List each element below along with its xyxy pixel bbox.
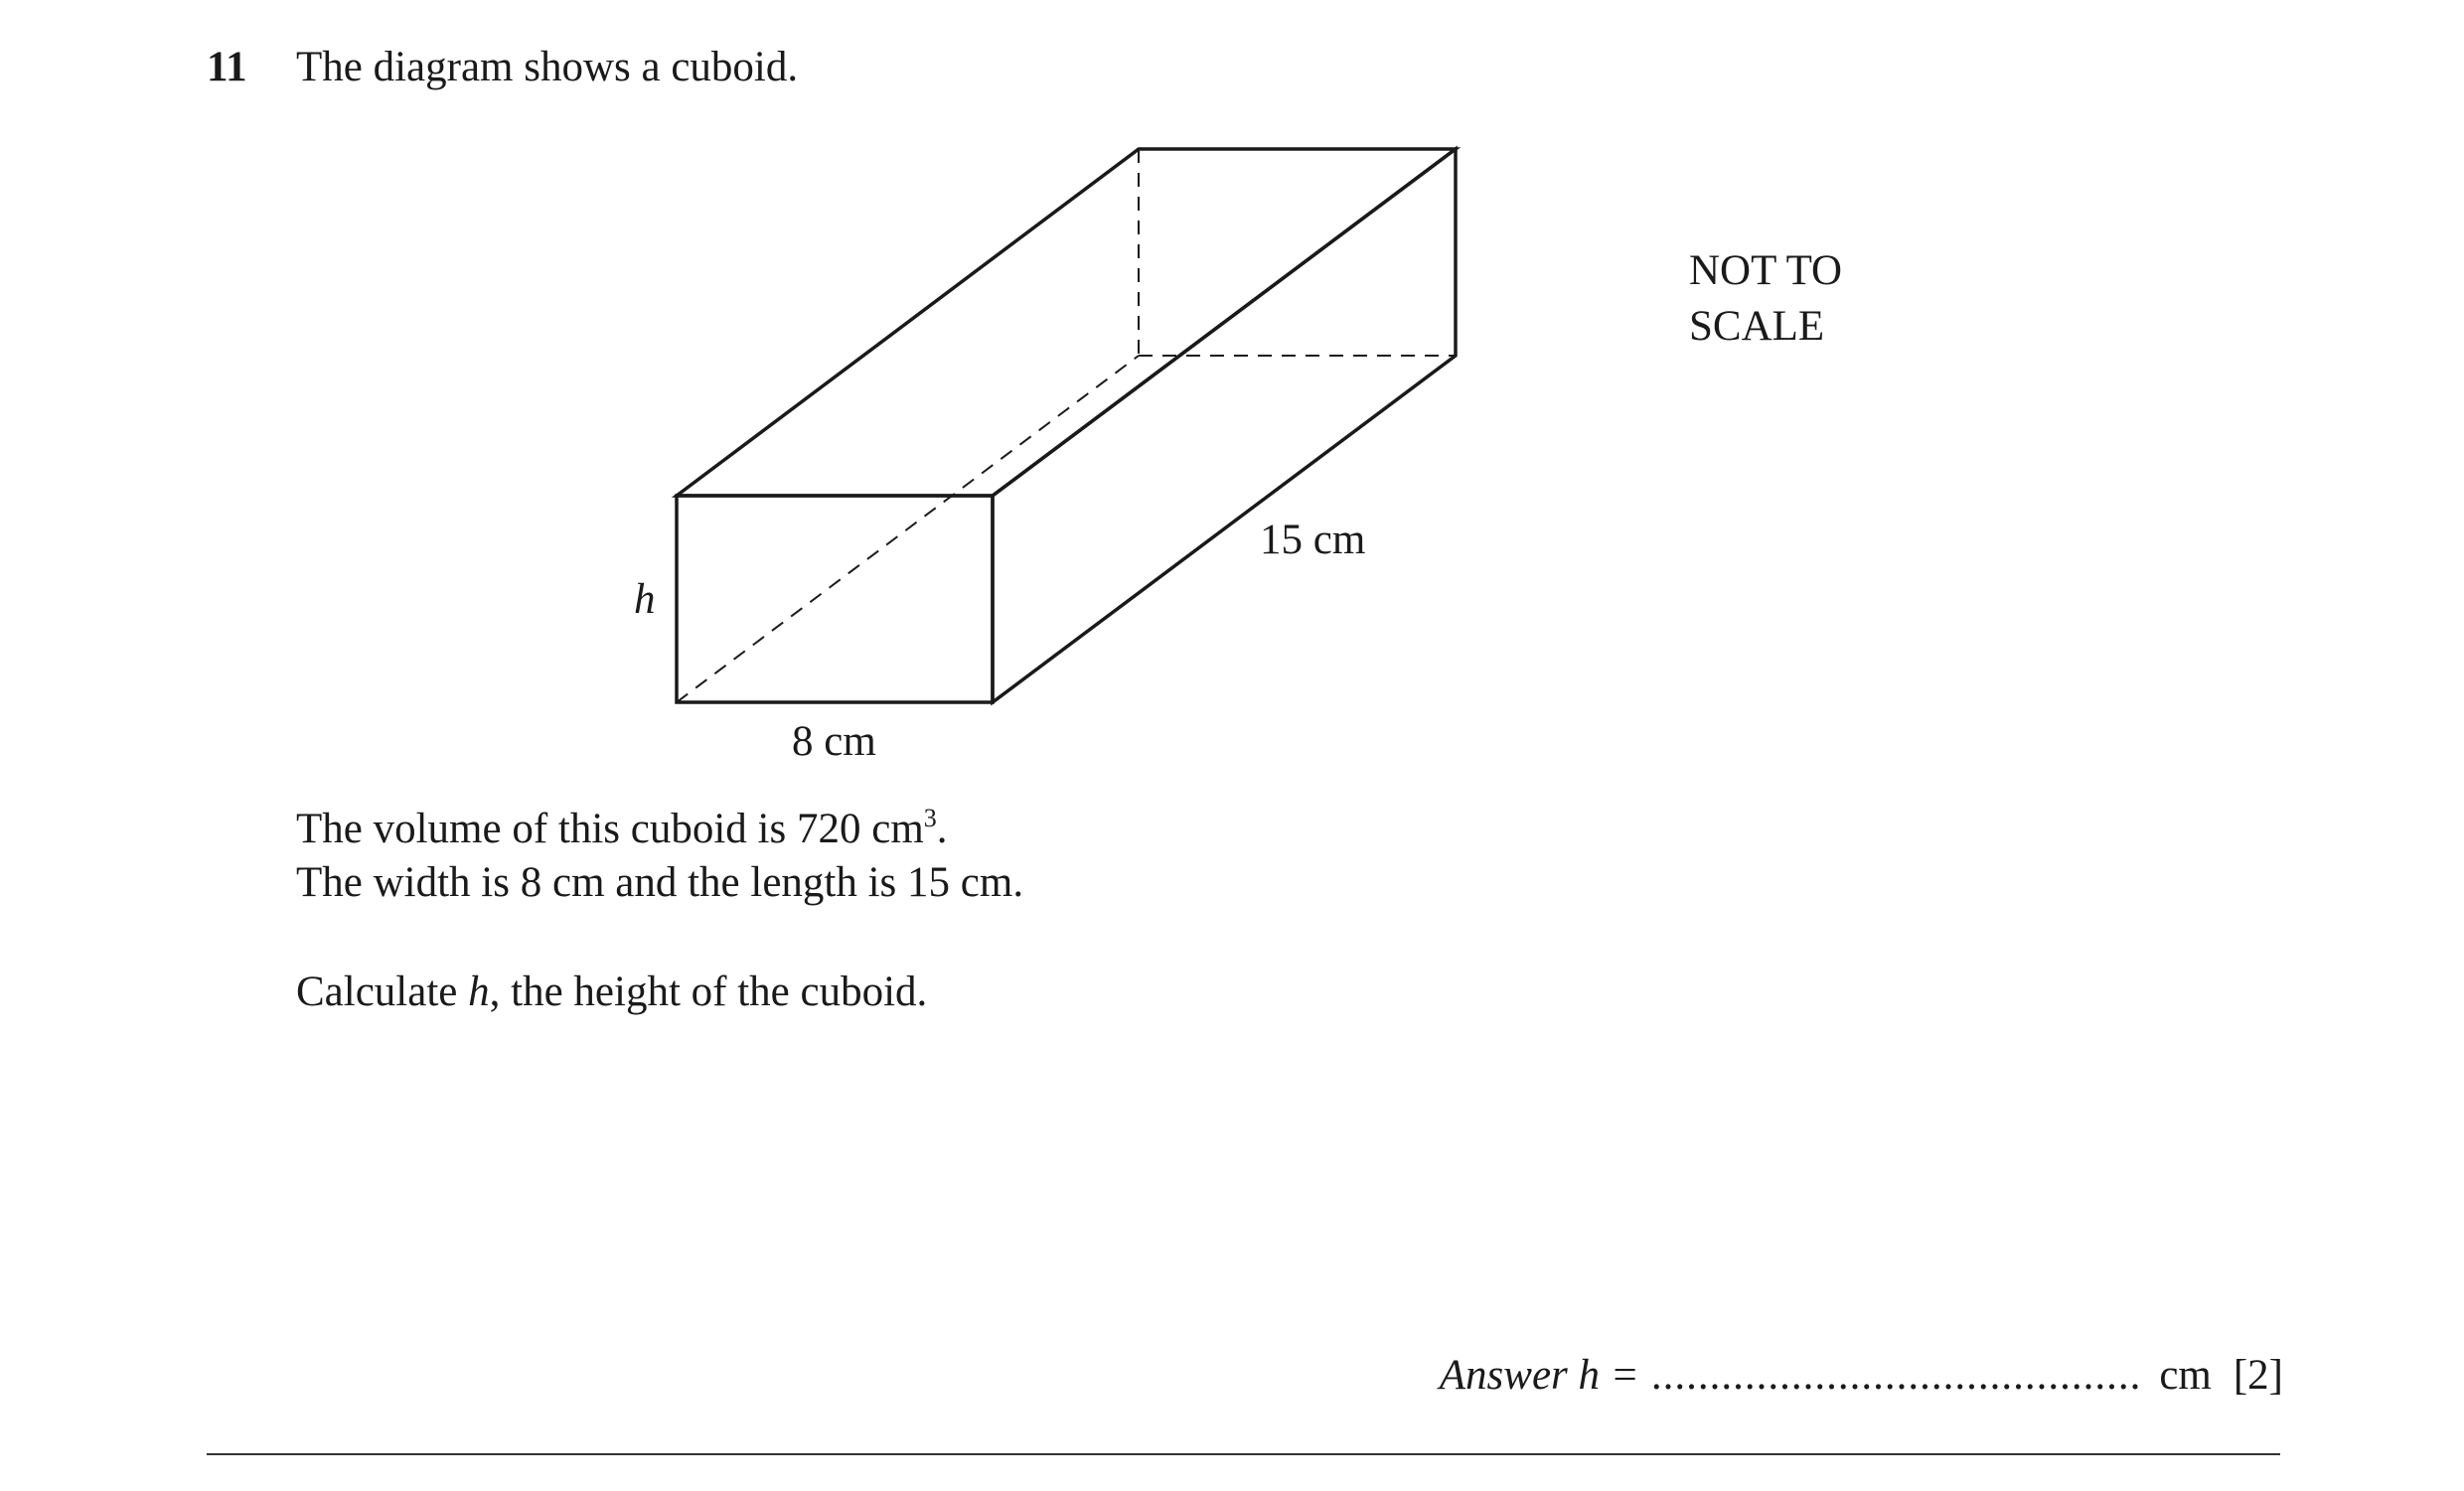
answer-label: Answer h = — [1439, 1352, 1639, 1399]
dimensions-statement: The width is 8 cm and the length is 15 cm. — [296, 859, 1024, 906]
width-label: 8 cm — [792, 718, 876, 765]
volume-statement — [296, 800, 948, 859]
cuboid-front-face — [677, 496, 993, 702]
calc-suffix: , the height of the cuboid. — [489, 969, 928, 1015]
height-label: h — [634, 576, 656, 623]
calculate-instruction — [296, 963, 927, 1022]
cuboid-right-face — [993, 149, 1456, 702]
volume-exponent: 3 — [923, 804, 937, 832]
calc-prefix: Calculate — [296, 969, 469, 1015]
not-to-scale-note — [1689, 243, 1842, 355]
answer-unit: cm — [2159, 1352, 2212, 1399]
question-number: 11 — [207, 44, 247, 90]
calc-variable: h — [468, 969, 490, 1015]
hidden-edge-depth — [677, 356, 1139, 702]
not-to-scale-line1: NOT TO — [1689, 247, 1843, 294]
length-label: 15 cm — [1260, 517, 1366, 563]
answer-row — [1440, 1346, 2283, 1406]
volume-suffix: . — [936, 806, 948, 852]
bottom-divider — [207, 1453, 2280, 1455]
question-intro: The diagram shows a cuboid. — [296, 44, 799, 90]
not-to-scale-line2: SCALE — [1689, 303, 1825, 350]
answer-blank[interactable]: .......................................... — [1650, 1352, 2142, 1399]
volume-text: The volume of this cuboid is 720 cm — [296, 806, 924, 852]
answer-marks: [2] — [2233, 1352, 2283, 1399]
